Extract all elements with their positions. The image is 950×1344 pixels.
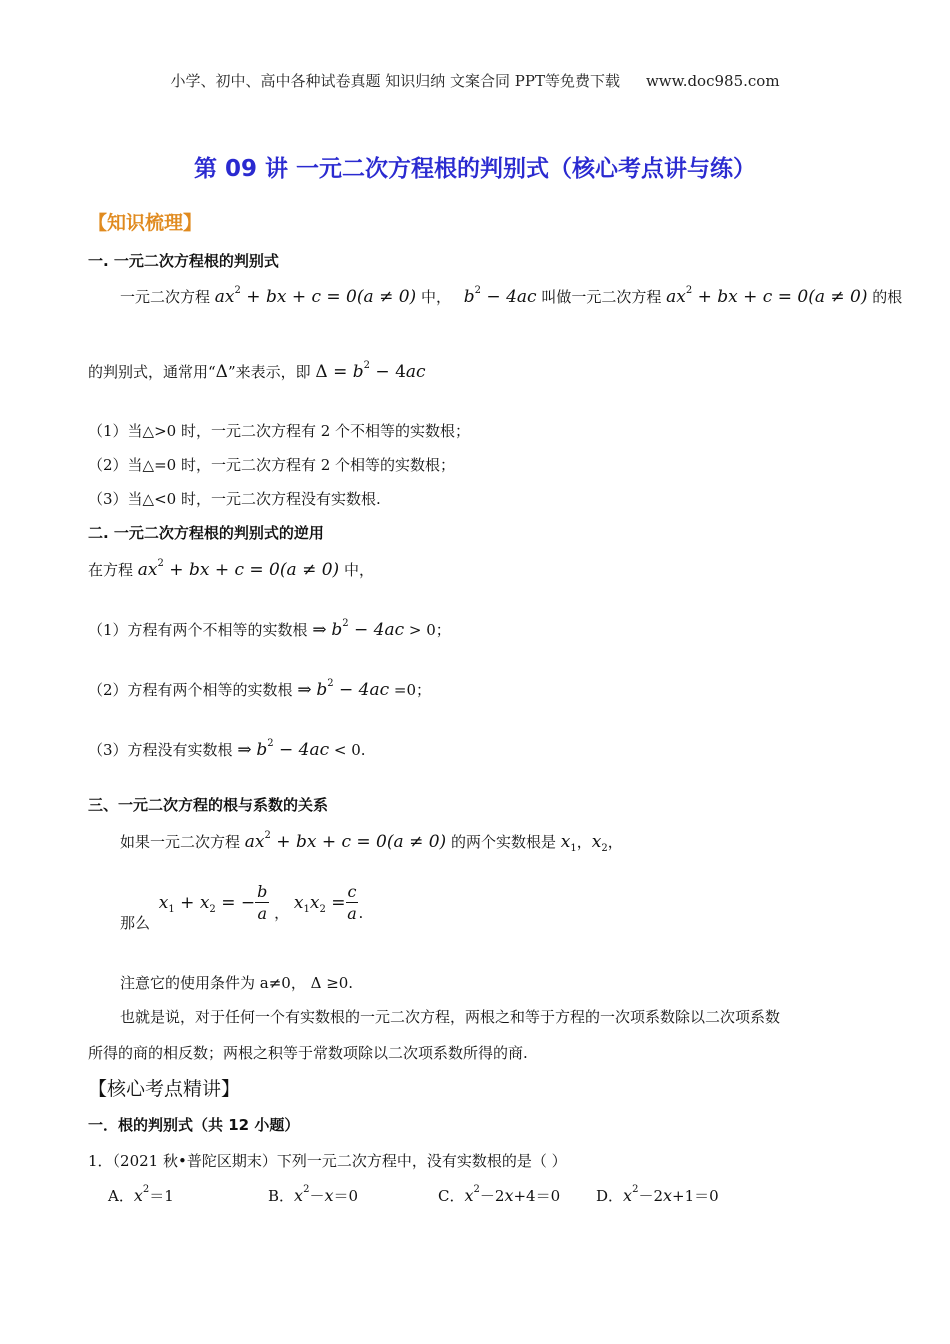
option-d: D．$x^2-2x+1=0$ [596, 1184, 719, 1205]
s3-text: 如果一元二次方程 [120, 833, 241, 851]
usage-note: 注意它的使用条件为 a≠0， Δ ≥0. [120, 974, 354, 992]
fraction-b-over-a: $\frac{b}{a}$ [257, 882, 268, 923]
vieta-formulas: 那么 $x_1 + x_2$ = − $\frac{b}{a}$ ， $x_1x_2$ = $\frac{c}{a}$ . [120, 882, 364, 932]
implies-symbol: ⇒ [237, 740, 252, 760]
s2-text: =0； [389, 681, 432, 699]
section-knowledge-tag: 【知识梳理】 [88, 212, 203, 234]
quadratic-equation-formula: $ax^2$ + bx + c = 0(a ≠ 0) [666, 285, 868, 307]
root-x2: $x_2$ [591, 832, 608, 854]
s2-text: 在方程 [88, 561, 134, 579]
s2-text: （3）方程没有实数根 [88, 741, 233, 759]
s2-text: > 0； [404, 621, 451, 639]
explanation-line2: 所得的商的相反数；两根之积等于常数项除以二次项系数所得的商. [88, 1044, 528, 1062]
implies-symbol: ⇒ [297, 680, 312, 700]
option-letter: A． [108, 1187, 134, 1205]
discriminant-expression: $b^2 - 4ac$ [331, 618, 405, 640]
s1-text: 中， [420, 288, 451, 306]
option-a: A．$x^2=1$ [108, 1184, 174, 1205]
list-item [88, 738, 366, 760]
quadratic-equation-formula: $ax^2$ + bx + c = 0(a ≠ 0) [244, 830, 447, 852]
quadratic-equation-formula: $ax^2$ + bx + c = 0(a ≠ 0) [214, 285, 417, 307]
product-of-roots: $x_1x_2$ = [293, 892, 346, 915]
option-b: B．$x^2-x=0$ [268, 1184, 359, 1205]
list-item [88, 678, 431, 700]
s1-text: 的判别式，通常用“ [88, 363, 216, 381]
option-letter: B． [268, 1187, 295, 1205]
list-item: （1）当△>0 时，一元二次方程有 2 个不相等的实数根； [88, 422, 471, 440]
header-left-text: 小学、初中、高中各种试卷真题 知识归纳 文案合同 PPT等免费下载 [170, 72, 620, 90]
discriminant-expression: $b^2 - 4ac$ [256, 738, 330, 760]
option-letter: D． [596, 1187, 624, 1205]
section-core-tag: 【核心考点精讲】 [88, 1078, 241, 1100]
s2-text: < 0. [329, 741, 366, 759]
s2-intro [88, 558, 374, 580]
s1-text: 叫做一元二次方程 [541, 288, 662, 306]
header-url: www.doc985.com [645, 72, 780, 90]
s1-text: 的根 [872, 288, 903, 306]
s2-text: 中， [343, 561, 374, 579]
s1-heading: 一. 一元二次方程根的判别式 [88, 252, 279, 270]
implies-symbol: ⇒ [312, 620, 327, 640]
s2-text: （2）方程有两个相等的实数根 [88, 681, 293, 699]
explanation-line1: 也就是说，对于任何一个有实数根的一元二次方程，两根之和等于方程的一次项系数除以二次项系数 [120, 1008, 781, 1026]
discriminant-expression: $b^2 - 4ac$ [463, 285, 537, 307]
option-letter: C． [438, 1187, 465, 1205]
discriminant-expression: $b^2 - 4ac$ [316, 678, 390, 700]
s2-heading: 二. 一元二次方程根的判别式的逆用 [88, 524, 324, 542]
option-c: C．$x^2-2x+4=0$ [438, 1184, 561, 1205]
sum-of-roots: $x_1 + x_2$ = − [158, 892, 256, 915]
page-title: 第 09 讲 一元二次方程根的判别式（核心考点讲与练） [193, 156, 757, 182]
s1-text: 一元二次方程 [120, 288, 211, 306]
list-item: （2）当△=0 时，一元二次方程有 2 个相等的实数根； [88, 456, 456, 474]
s1-paragraph-line1 [120, 285, 902, 307]
fraction-c-over-a: $\frac{c}{a}$ [347, 882, 357, 923]
s3-text: 的两个实数根是 [450, 833, 556, 851]
core1-heading: 一．根的判别式（共 12 小题） [88, 1116, 300, 1134]
list-item [88, 618, 451, 640]
s3-text: 那么 [120, 913, 151, 932]
s3-line1: 如果一元二次方程 $ax^2$ + bx + c = 0(a ≠ 0) 的两个实数根是 $x_1$，$x_2$， [120, 830, 623, 854]
s3-heading: 三、一元二次方程的根与系数的关系 [88, 796, 329, 814]
quadratic-equation-formula: $ax^2$ + bx + c = 0(a ≠ 0) [137, 558, 340, 580]
question-1-stem: 1．（2021 秋•普陀区期末）下列一元二次方程中，没有实数根的是（ ） [88, 1152, 567, 1170]
delta-definition: $\Delta = b^2 - 4ac$ [315, 360, 426, 382]
s1-text: ”来表示，即 [227, 363, 311, 381]
page-header [0, 70, 950, 91]
list-item: （3）当△<0 时，一元二次方程没有实数根. [88, 490, 381, 508]
root-x1: $x_1$ [560, 832, 577, 854]
s1-paragraph-line2: 的判别式，通常用“Δ”来表示，即 $\Delta = b^2 - 4ac$ [88, 360, 426, 382]
s2-text: （1）方程有两个不相等的实数根 [88, 621, 308, 639]
